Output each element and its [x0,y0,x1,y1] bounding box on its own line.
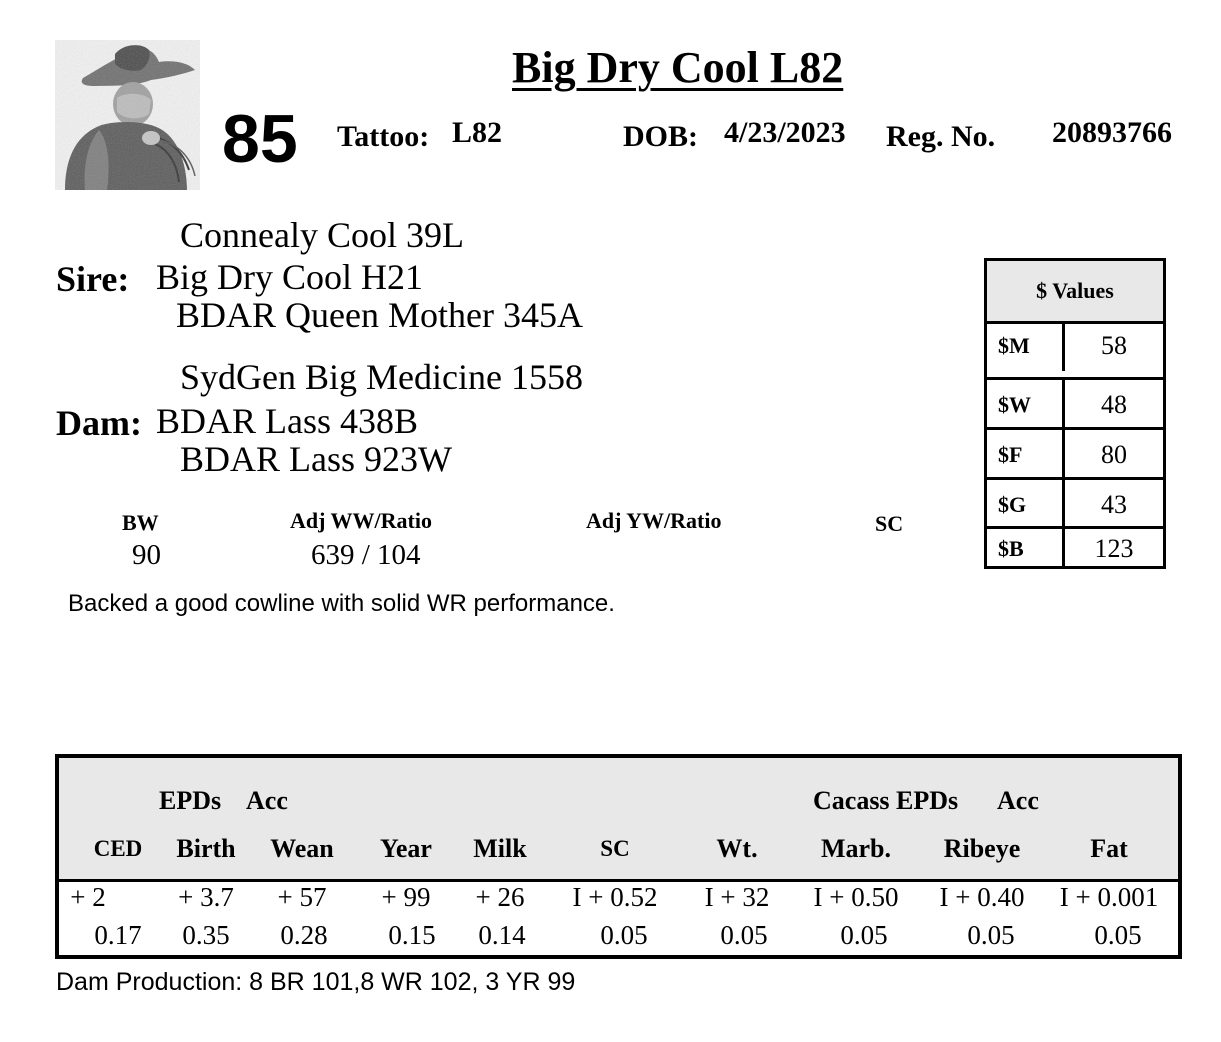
cowboy-logo-icon [55,40,200,190]
epd-value-year: + 99 [381,882,431,912]
epd-col-wean: Wean [270,834,334,863]
dollar-label: $G [987,480,1065,530]
sire-sire: Connealy Cool 39L [180,215,464,255]
dollar-value: 58 [1101,331,1127,360]
dollar-row [987,321,1163,371]
dollar-label: $F [987,430,1065,480]
dollar-row [987,377,1163,430]
epd-col-fat: Fat [1090,834,1128,863]
perf-header-sc: SC [875,511,904,536]
dam-dam: BDAR Lass 923W [180,439,452,479]
dollar-value: 48 [1101,390,1127,419]
dollar-label: $W [987,380,1065,430]
acc-value-year: 0.15 [388,920,436,950]
dollar-value: 43 [1101,490,1127,519]
acc-value-milk: 0.14 [478,920,526,950]
dollar-row [987,526,1163,569]
epd-col-milk: Milk [473,834,527,863]
epd-col-birth: Birth [176,834,236,863]
acc-value-fat: 0.05 [1094,920,1142,950]
dollar-values-table [984,258,1166,569]
epd-table [55,754,1182,959]
epd-value-ribeye: I + 0.40 [939,882,1025,912]
epd-value-marb: I + 0.50 [813,882,899,912]
perf-header-yw: Adj YW/Ratio [586,508,722,533]
epd-col-ced: CED [93,836,143,861]
sire-name: Big Dry Cool H21 [156,257,424,297]
epd-group-label: EPDs [159,786,222,815]
tattoo-label: Tattoo: [337,120,430,153]
acc-value-wt: 0.05 [720,920,768,950]
sire-label: Sire: [56,259,130,299]
sire-dam: BDAR Queen Mother 345A [176,295,583,335]
perf-header-ww: Adj WW/Ratio [290,508,432,533]
carcass-epd-group-label: Cacass EPDs [813,786,959,815]
dollar-row [987,427,1163,480]
acc-value-birth: 0.35 [182,920,230,950]
perf-header-bw: BW [122,510,159,535]
epd-value-milk: + 26 [475,882,525,912]
epd-value-sc: I + 0.52 [572,882,658,912]
acc-value-wean: 0.28 [280,920,328,950]
epd-col-year: Year [380,834,432,863]
perf-value-bw: 90 [132,539,161,571]
epd-col-sc: SC [600,836,630,861]
comment-text: Backed a good cowline with solid WR performance. [68,590,615,617]
dam-production-text: Dam Production: 8 BR 101,8 WR 102, 3 YR 99 [56,968,576,996]
dollar-values-header: $ Values [987,261,1163,324]
dollar-value: 123 [1094,534,1134,563]
epd-value-birth: + 3.7 [178,882,234,912]
lot-number: 85 [222,101,298,177]
epd-value-ced: + 2 [70,882,106,912]
dollar-row [987,477,1163,530]
reg-value: 20893766 [1052,116,1172,149]
epd-col-wt: Wt. [716,834,758,863]
acc-value-sc: 0.05 [600,920,648,950]
dollar-label: $M [987,321,1065,371]
epd-table-header [59,758,1178,882]
acc-value-ced: 0.17 [94,920,142,950]
epd-col-marb: Marb. [820,834,892,863]
animal-name-title: Big Dry Cool L82 [512,43,844,92]
dob-label: DOB: [623,120,698,153]
dam-label: Dam: [56,403,142,443]
epd-value-wean: + 57 [277,882,327,912]
dam-sire: SydGen Big Medicine 1558 [180,357,583,397]
acc-value-marb: 0.05 [840,920,888,950]
tattoo-value: L82 [452,116,503,149]
carcass-acc-group-label: Acc [997,786,1039,815]
epd-value-wt: I + 32 [704,882,770,912]
perf-value-ww: 639 / 104 [311,539,421,571]
epd-col-ribeye: Ribeye [943,834,1021,863]
acc-group-label: Acc [246,786,288,815]
dob-value: 4/23/2023 [724,116,846,149]
epd-value-fat: I + 0.001 [1059,882,1159,912]
reg-label: Reg. No. [886,120,996,153]
acc-value-ribeye: 0.05 [967,920,1015,950]
dollar-value: 80 [1101,440,1127,469]
dam-name: BDAR Lass 438B [156,401,419,441]
dollar-label: $B [987,529,1065,569]
